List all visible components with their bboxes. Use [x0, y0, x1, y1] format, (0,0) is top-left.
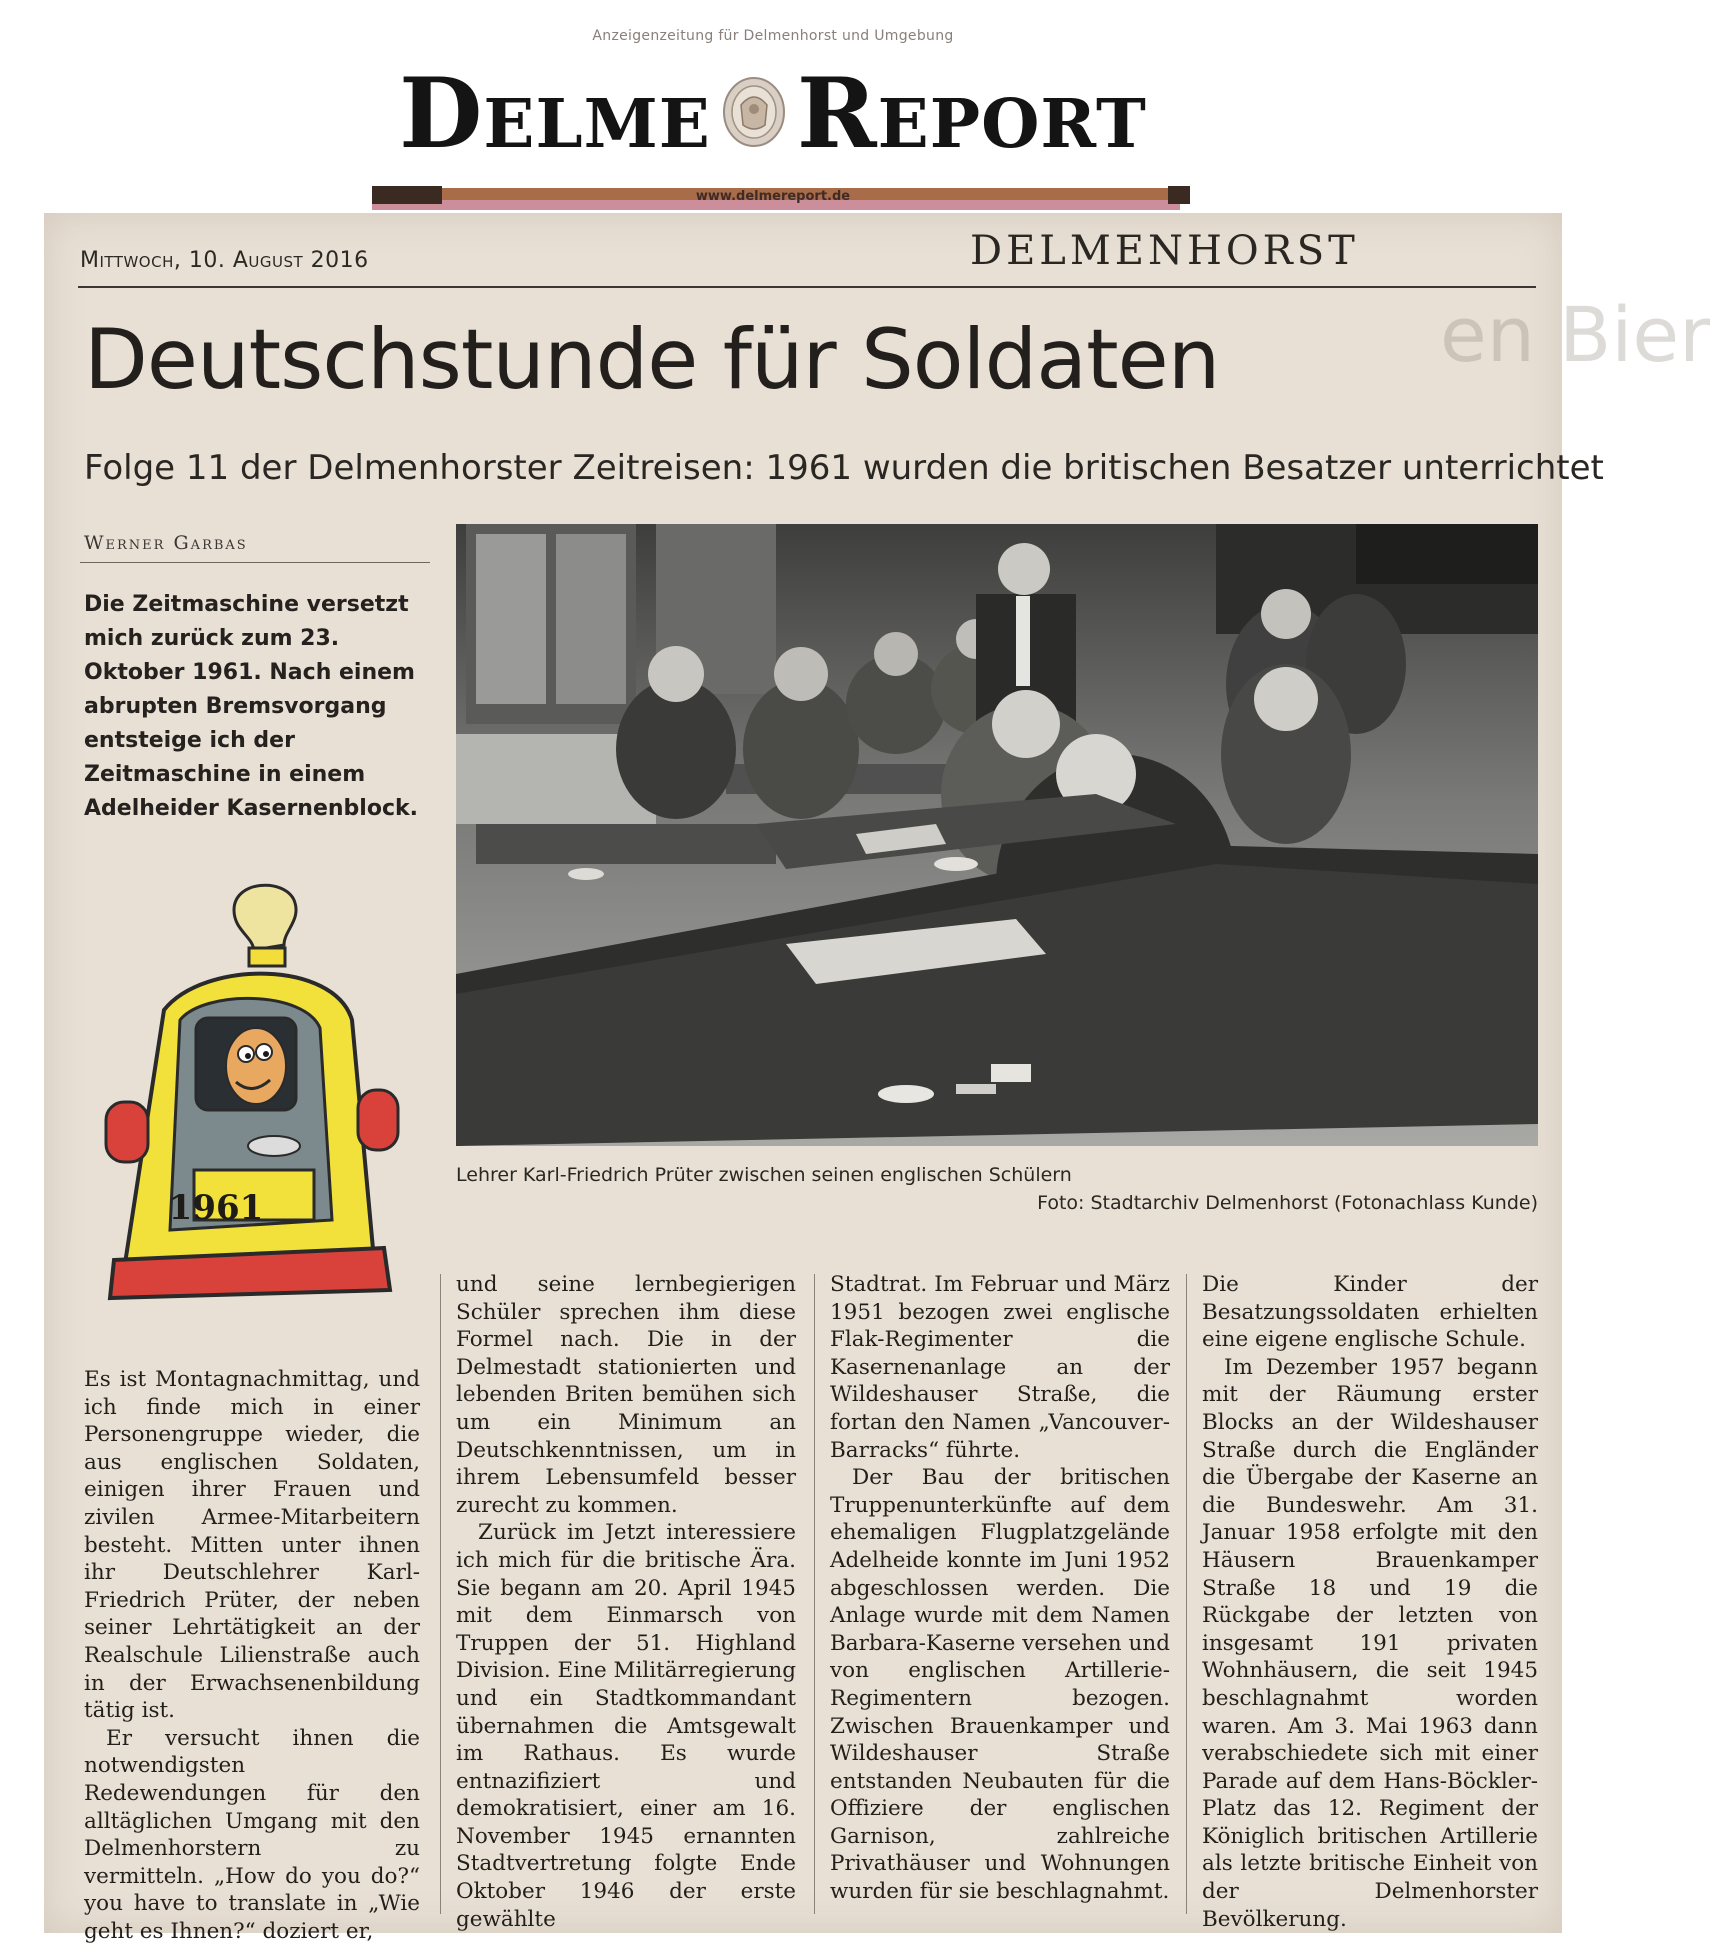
column-2-paragraph-2: Zurück im Jetzt interessiere ich mich für die britische Ära. Sie begann am 20. April 1945 mit dem Einmarsch von Truppen der 51. Highland Division. Eine Militärregierung und ein Stadtkommandant übernahmen die Amtsgewalt im Rathaus. Es wurde entnazifiziert und demokratisiert, einer am 16. November 1945 ernannten Stadtvertretung folgte Ende Oktober 1946 der erste gewählte — [456, 1520, 796, 1932]
column-4-paragraph-1: Die Kinder der Besatzungssoldaten erhielten eine eigene englische Schule. — [1202, 1272, 1538, 1353]
column-3-paragraph-2: Der Bau der britischen Truppenunterkünfte auf dem ehemaligen Flugplatzgelände Adelheide konnte im Juni 1952 abgeschlossen werden. Die Anlage wurde mit dem Namen Barbara-Kaserne versehen und von englischen Artillerie-Regimentern bezogen. Zwischen Brauenkamper und Wildeshauser Straße entstanden Neubauten für die Offiziere der englischen Garnison, zahlreiche Privathäuser und Wohnungen wurden für sie beschlagnahmt. — [830, 1465, 1170, 1905]
headline: Deutschstunde für Soldaten — [84, 311, 1220, 408]
column-divider — [440, 1274, 441, 1914]
column-4-paragraph-2: Im Dezember 1957 begann mit der Räumung erster Blocks an der Wildeshauser Straße durch die Engländer die Übergabe der Kaserne an die Bundeswehr. Am 31. Januar 1958 erfolgte mit den Häusern Brauenkamper Straße 18 und 19 die Rückgabe der letzten von insgesamt 191 privaten Wohnhäusern, die seit 1945 beschlagnahmt worden waren. Am 3. Mai 1963 dann verabschiedete sich mit einer Parade auf dem Hans-Böckler-Platz das 12. Regiment der Königlich britischen Artillerie als letzte britische Einheit von der Delmenhorster Bevölkerung. — [1202, 1354, 1538, 1932]
column-1-paragraph-1: Es ist Montagnachmittag, und ich finde mich in einer Personengruppe wieder, die aus englischen Soldaten, einigen ihrer Frauen und zivilen Armee-Mitarbeitern besteht. Mitten unter ihnen ihr Deutschlehrer Karl-Friedrich Prüter, der neben seiner Lehrtätigkeit an der Realschule Lilienstraße auch in der Erwachsenenbildung tätig ist. — [84, 1367, 420, 1724]
byline-rule — [80, 562, 430, 563]
column-2-paragraph-1: und seine lernbegierigen Schüler sprechen ihm diese Formel nach. Die in der Delmestadt stationierten und lebenden Briten bemühen sich um ein Minimum an Deutschkenntnissen, um in ihrem Lebensumfeld besser zurecht zu kommen. — [456, 1272, 796, 1518]
time-machine-illustration — [84, 870, 430, 1300]
dateline: Mittwoch, 10. August 2016 — [80, 248, 369, 273]
column-divider — [1186, 1274, 1187, 1914]
time-machine-year-label: 1961 — [168, 1188, 264, 1228]
newspaper-logo — [278, 58, 1268, 170]
byline: Werner Garbas — [84, 532, 248, 554]
intro-paragraph — [84, 588, 430, 826]
classroom-photo — [456, 524, 1538, 1146]
logo-word-right: Report — [796, 57, 1147, 170]
article-column-4 — [1202, 1271, 1538, 1933]
intro-text: Die Zeitmaschine versetzt mich zurück zum 23. Oktober 1961. Nach einem abrupten Bremsvorgang entsteige ich der Zeitmaschine in einem Adelheider Kasernenblock. — [84, 592, 418, 821]
column-1-paragraph-2: Er versucht ihnen die notwendigsten Redewendungen für den alltäglichen Umgang mit den Delmenhorstern zu vermitteln. „How do you do?“ you have to translate in „Wie geht es Ihnen?“ doziert er, — [84, 1725, 420, 1944]
city-seal-icon — [721, 75, 787, 153]
photo-credit: Foto: Stadtarchiv Delmenhorst (Fotonachlass Kunde) — [1037, 1192, 1538, 1214]
article-column-2 — [456, 1271, 796, 1933]
bleed-through-text: en Bier — [1440, 290, 1710, 379]
article-column-3 — [830, 1271, 1170, 1906]
column-divider — [814, 1274, 815, 1914]
logo-word-left: Delme — [399, 57, 711, 170]
article-column-1 — [84, 1366, 420, 1945]
column-3-paragraph-1: Stadtrat. Im Februar und März 1951 bezogen zwei englische Flak-Regimenter die Kasernenanlage an der Wildeshauser Straße, die fortan den Namen „Vancouver-Barracks“ führte. — [830, 1272, 1170, 1463]
masthead — [278, 0, 1268, 212]
header-rule — [78, 286, 1536, 288]
subheadline: Folge 11 der Delmenhorster Zeitreisen: 1961 wurden die britischen Besatzer unterrichtet — [84, 448, 1604, 488]
masthead-tagline: Anzeigenzeitung für Delmenhorst und Umgebung — [592, 28, 954, 44]
section-title: DELMENHORST — [970, 228, 1359, 274]
photo-caption: Lehrer Karl-Friedrich Prüter zwischen seinen englischen Schülern — [456, 1164, 1072, 1186]
masthead-url: www.delmereport.de — [695, 189, 851, 204]
